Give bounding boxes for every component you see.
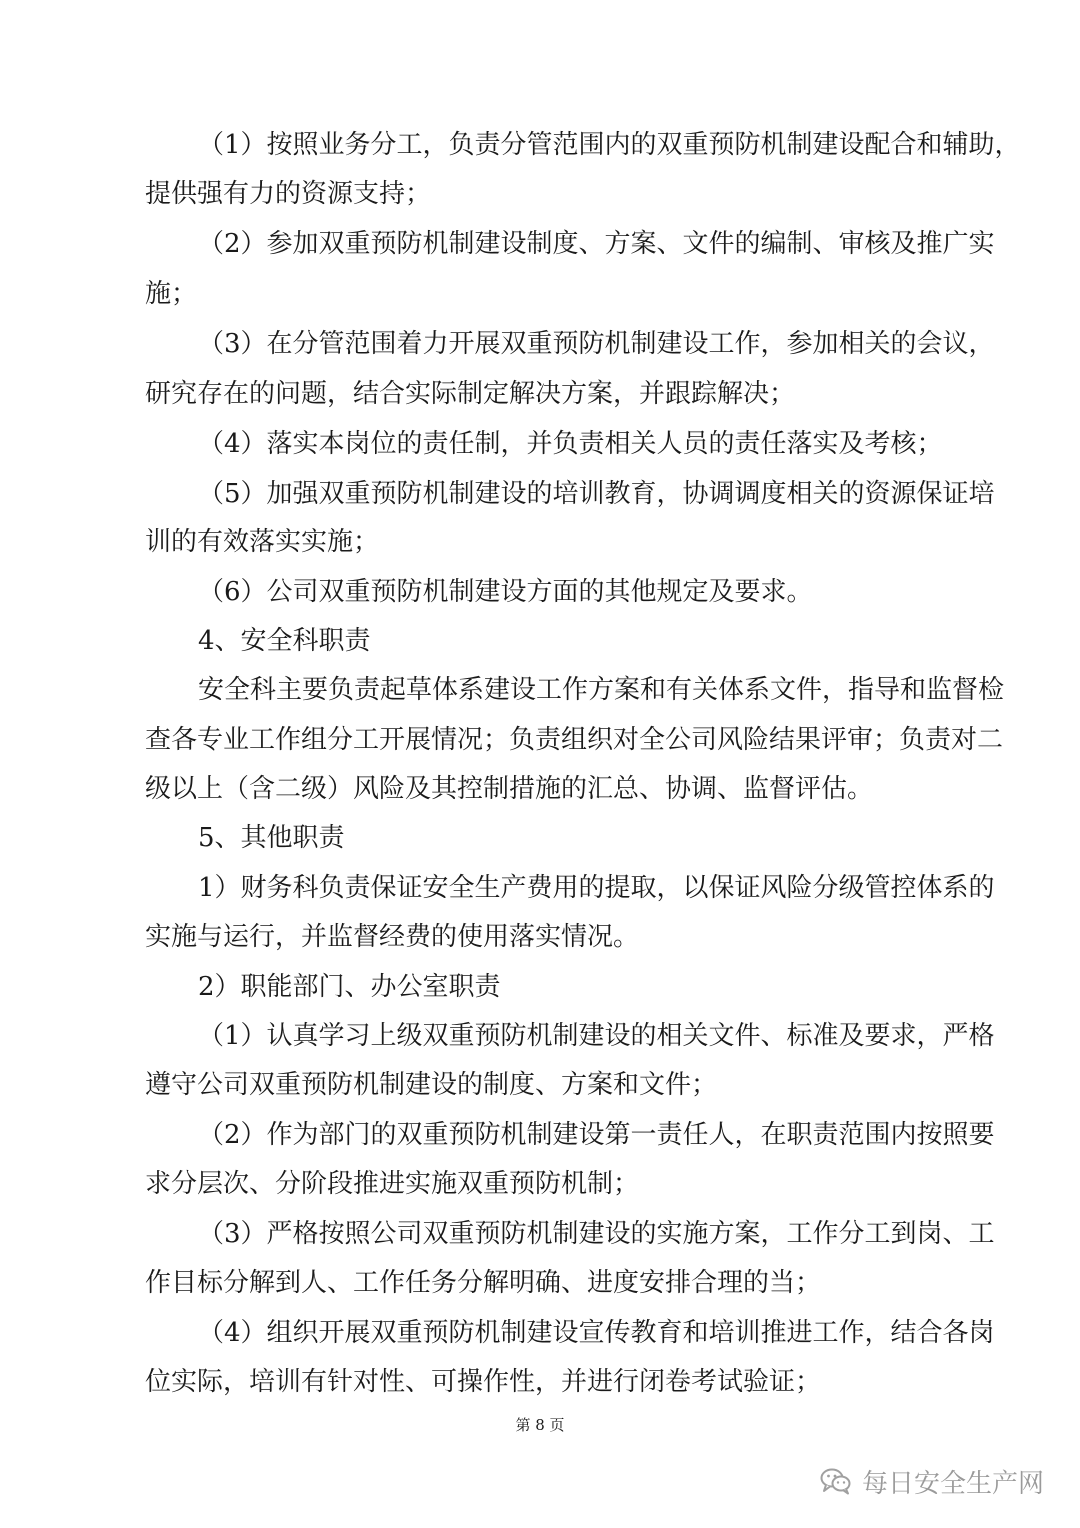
paragraph-line: 安全科主要负责起草体系建设工作方案和有关体系文件，指导和监督检 [198, 675, 1005, 705]
paragraph-line: （2）参加双重预防机制建设制度、方案、文件的编制、审核及推广实 [198, 229, 995, 259]
paragraph-line: （4）组织开展双重预防机制建设宣传教育和培训推进工作，结合各岗 [198, 1318, 995, 1348]
paragraph-line: 实施与运行，并监督经费的使用落实情况。 [145, 922, 640, 952]
paragraph-line: 位实际，培训有针对性、可操作性，并进行闭卷考试验证； [145, 1367, 822, 1397]
section-heading: 4、安全科职责 [198, 626, 371, 656]
paragraph-line: 研究存在的问题，结合实际制定解决方案，并跟踪解决； [145, 379, 796, 409]
paragraph-line: （1）认真学习上级双重预防机制建设的相关文件、标准及要求，严格 [198, 1021, 995, 1051]
paragraph-line: （5）加强双重预防机制建设的培训教育，协调调度相关的资源保证培 [198, 479, 995, 509]
section-heading: 5、其他职责 [198, 823, 345, 853]
paragraph-line: 作目标分解到人、工作任务分解明确、进度安排合理的当； [145, 1268, 822, 1298]
paragraph-line: 级以上（含二级）风险及其控制措施的汇总、协调、监督评估。 [145, 774, 874, 804]
subsection-heading: 2）职能部门、办公室职责 [198, 972, 501, 1002]
paragraph-line: 查各专业工作组分工开展情况；负责组织对全公司风险结果评审；负责对二 [145, 725, 1004, 755]
paragraph-line: 施； [145, 279, 198, 309]
paragraph-line: 提供强有力的资源支持； [145, 179, 432, 209]
paragraph-line: （2）作为部门的双重预防机制建设第一责任人，在职责范围内按照要 [198, 1120, 995, 1150]
paragraph-line: （4）落实本岗位的责任制，并负责相关人员的责任落实及考核； [198, 429, 943, 459]
paragraph-line: 1）财务科负责保证安全生产费用的提取，以保证风险分级管控体系的 [198, 873, 995, 903]
watermark-text: 每日安全生产网 [861, 1468, 1044, 1499]
wechat-icon [820, 1466, 852, 1496]
paragraph-line: 训的有效落实实施； [145, 527, 380, 557]
paragraph-line: （6）公司双重预防机制建设方面的其他规定及要求。 [198, 577, 813, 607]
page-number: 第 8 页 [515, 1416, 565, 1434]
watermark [820, 1461, 1044, 1501]
paragraph-line: （1）按照业务分工，负责分管范围内的双重预防机制建设配合和辅助， [198, 130, 1021, 160]
paragraph-line: （3）严格按照公司双重预防机制建设的实施方案，工作分工到岗、工 [198, 1219, 995, 1249]
paragraph-line: 遵守公司双重预防机制建设的制度、方案和文件； [145, 1070, 718, 1100]
paragraph-line: 求分层次、分阶段推进实施双重预防机制； [145, 1169, 640, 1199]
paragraph-line: （3）在分管范围着力开展双重预防机制建设工作，参加相关的会议， [198, 329, 995, 359]
